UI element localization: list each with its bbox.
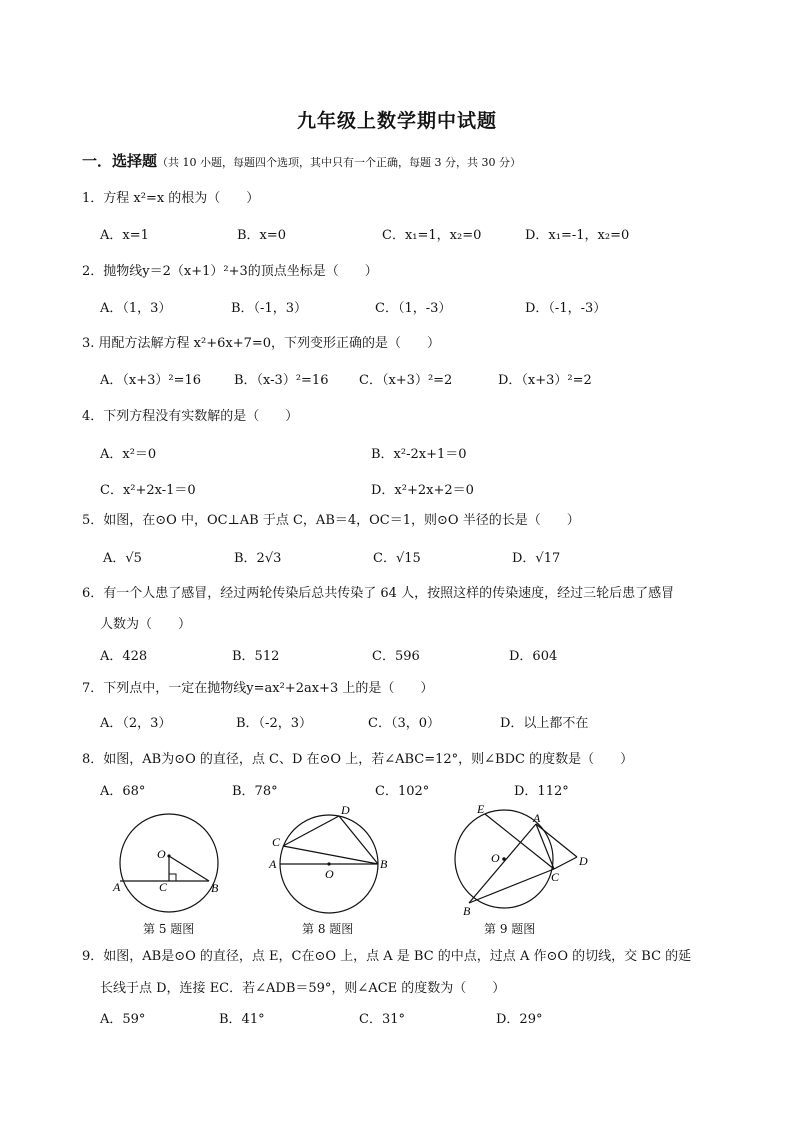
q8-option-c: C．102° bbox=[375, 784, 430, 799]
q6-option-c: C．596 bbox=[372, 649, 420, 664]
q8-option-d: D．112° bbox=[514, 784, 569, 799]
page-title: 九年级上数学期中试题 bbox=[296, 110, 497, 132]
q9-option-d: D．29° bbox=[496, 1012, 543, 1027]
q9-option-b: B．41° bbox=[219, 1012, 265, 1027]
q7-option-a: A．（2，3） bbox=[100, 716, 172, 731]
section-note: （共 10 小题，每题四个选项，其中只有一个正确，每题 3 分，共 30 分） bbox=[157, 156, 521, 169]
figure-8-diagram bbox=[263, 804, 393, 924]
fig9-label-o: O bbox=[491, 851, 500, 865]
q3-option-b: B．（x-3）²=16 bbox=[234, 373, 329, 388]
figure-9-caption: 第 9 题图 bbox=[484, 922, 536, 936]
q5-option-b: B．2√3 bbox=[234, 551, 282, 566]
q3-option-c: C．（x+3）²=2 bbox=[359, 373, 453, 388]
fig5-label-c: C bbox=[159, 880, 168, 894]
q4-option-d: D．x²+2x+2＝0 bbox=[371, 483, 474, 498]
q7-option-d: D．以上都不在 bbox=[500, 716, 589, 731]
fig5-label-o: O bbox=[157, 847, 166, 861]
section-header bbox=[82, 150, 521, 171]
fig5-label-b: B bbox=[211, 881, 219, 895]
fig8-label-c: C bbox=[272, 835, 281, 849]
fig8-label-d: D bbox=[341, 804, 350, 817]
fig9-label-a: A bbox=[533, 811, 541, 825]
q7-option-b: B．（-2，3） bbox=[236, 716, 312, 731]
question-5-stem: 5．如图，在⊙O 中，OC⊥AB 于点 C，AB＝4，OC＝1，则⊙O 半径的长是（ ） bbox=[82, 513, 580, 528]
question-6-stem: 6．有一个人患了感冒，经过两轮传染后总共传染了 64 人，按照这样的传染速度，经过三轮后患了感冒 bbox=[82, 586, 675, 601]
fig8-label-b: B bbox=[380, 857, 388, 871]
fig9-label-d: D bbox=[579, 854, 588, 868]
question-2-stem: 2．抛物线y＝2（x+1）²+3的顶点坐标是（ ） bbox=[82, 264, 378, 279]
figure-5-caption: 第 5 题图 bbox=[143, 922, 195, 936]
q2-option-a: A．（1，3） bbox=[100, 301, 172, 316]
q1-option-a: A．x=1 bbox=[100, 228, 149, 243]
fig8-label-o: O bbox=[325, 867, 334, 881]
q4-option-a: A．x²＝0 bbox=[100, 447, 157, 462]
q6-option-d: D．604 bbox=[509, 649, 558, 664]
question-8-stem: 8．如图，AB为⊙O 的直径，点 C、D 在⊙O 上，若∠ABC=12°，则∠BDC 的度数是（ ） bbox=[82, 752, 634, 767]
q9-option-c: C．31° bbox=[359, 1012, 405, 1027]
q2-option-d: D．（-1，-3） bbox=[525, 301, 607, 316]
fig8-label-a: A bbox=[269, 857, 277, 871]
section-heading: 一．选择题 bbox=[82, 152, 158, 170]
q1-option-d: D．x₁=-1，x₂=0 bbox=[525, 228, 630, 243]
q5-option-d: D．√17 bbox=[512, 551, 561, 566]
fig5-label-a: A bbox=[113, 880, 121, 894]
q8-option-a: A．68° bbox=[100, 784, 146, 799]
figure-8-caption: 第 8 题图 bbox=[302, 922, 354, 936]
figure-5-diagram bbox=[105, 808, 235, 928]
q9-option-a: A．59° bbox=[100, 1012, 146, 1027]
question-9-stem-continued: 长线于点 D，连接 EC．若∠ADB＝59°，则∠ACE 的度数为（ ） bbox=[100, 981, 506, 996]
fig9-label-c: C bbox=[551, 870, 560, 884]
q8-option-b: B．78° bbox=[232, 784, 278, 799]
q4-option-b: B．x²-2x+1＝0 bbox=[371, 447, 467, 462]
q1-option-b: B．x=0 bbox=[237, 228, 287, 243]
q3-option-d: D．（x+3）²=2 bbox=[498, 373, 592, 388]
question-1-stem: 1．方程 x²=x 的根为（ ） bbox=[82, 191, 260, 206]
q4-option-c: C．x²+2x-1＝0 bbox=[100, 483, 196, 498]
q5-option-c: C．√15 bbox=[373, 551, 421, 566]
fig9-label-e: E bbox=[477, 802, 485, 816]
q7-option-c: C．（3，0） bbox=[368, 716, 440, 731]
q3-option-a: A．（x+3）²=16 bbox=[100, 373, 202, 388]
question-4-stem: 4．下列方程没有实数解的是（ ） bbox=[82, 409, 299, 424]
q6-option-a: A．428 bbox=[100, 649, 148, 664]
question-3-stem: 3. 用配方法解方程 x²+6x+7=0，下列变形正确的是（ ） bbox=[82, 336, 441, 351]
q2-option-b: B．（-1，3） bbox=[231, 301, 307, 316]
figure-9-diagram bbox=[447, 801, 597, 921]
question-6-stem-continued: 人数为（ ） bbox=[100, 617, 192, 632]
q2-option-c: C．（1，-3） bbox=[375, 301, 452, 316]
q1-option-c: C．x₁=1，x₂=0 bbox=[382, 228, 482, 243]
q6-option-b: B．512 bbox=[232, 649, 280, 664]
q5-option-a: A．√5 bbox=[103, 551, 142, 566]
question-7-stem: 7．下列点中，一定在抛物线y=ax²+2ax+3 上的是（ ） bbox=[82, 681, 434, 696]
fig9-label-b: B bbox=[463, 904, 471, 918]
question-9-stem: 9．如图，AB是⊙O 的直径，点 E，C在⊙O 上，点 A 是 BC 的中点，过点 A 作⊙O 的切线，交 BC 的延 bbox=[82, 949, 692, 964]
